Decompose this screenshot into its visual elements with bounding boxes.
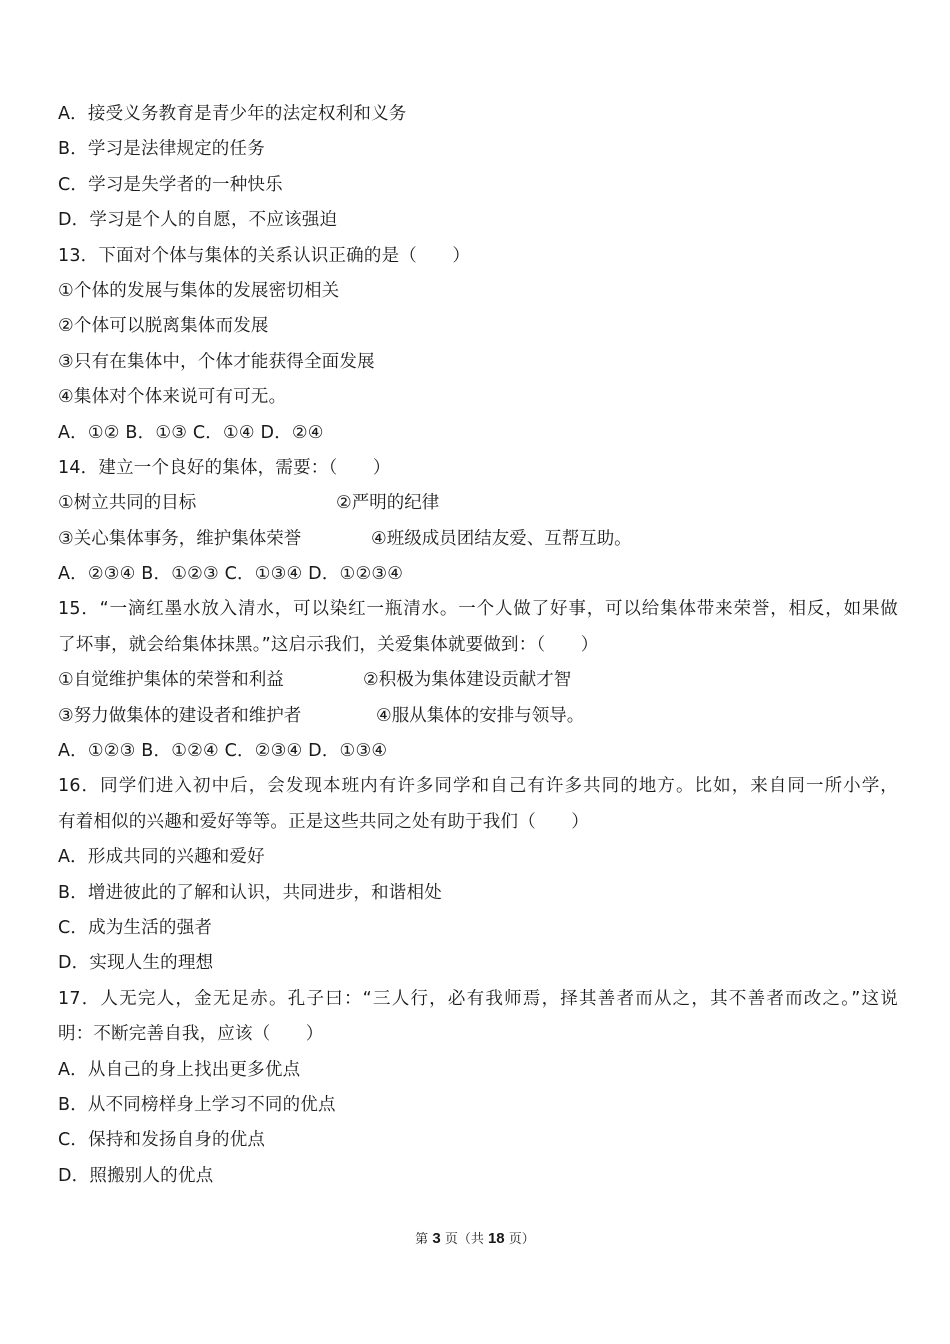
q14-options: A．②③④ B．①②③ C．①③④ D．①②③④ (58, 564, 404, 585)
q12-option-b: B．学习是法律规定的任务 (58, 139, 265, 160)
q14-stem: 14．建立一个良好的集体，需要：（ ） (58, 457, 391, 478)
q17-option-a: A．从自己的身上找出更多优点 (58, 1059, 301, 1080)
q15-stem-line-2: 了坏事，就会给集体抹黑。”这启示我们，关爱集体就要做到：（ ） (58, 634, 599, 655)
q13-statement-4: ④集体对个体来说可有可无。 (58, 387, 287, 408)
page-footer (0, 1228, 950, 1247)
q16-option-b: B．增进彼此的了解和认识，共同进步，和谐相处 (58, 882, 442, 903)
q15-statements-row-2 (58, 699, 898, 734)
q13-statement-2: ②个体可以脱离集体而发展 (58, 316, 269, 337)
q15-statement-1: ①自觉维护集体的荣誉和利益 (58, 670, 284, 691)
q14-statements-row-1 (58, 486, 898, 521)
footer-page-number: 3 (432, 1230, 441, 1247)
q17-stem-line-2: 明：不断完善自我，应该（ ） (58, 1024, 324, 1045)
q13-statement-3: ③只有在集体中，个体才能获得全面发展 (58, 351, 375, 372)
q17-option-d: D．照搬别人的优点 (58, 1165, 214, 1186)
footer-total-pages: 18 (487, 1230, 505, 1247)
q17-stem-line-1: 17．人无完人，金无足赤。孔子曰：“三人行，必有我师焉，择其善者而从之，其不善者而改之。”这说 (58, 988, 898, 1009)
q15-stem-line-1: 15．“一滴红墨水放入清水，可以染红一瓶清水。一个人做了好事，可以给集体带来荣誉，相反，如果做 (58, 599, 898, 620)
q16-option-c: C．成为生活的强者 (58, 917, 213, 938)
q17-option-c: C．保持和发扬自身的优点 (58, 1130, 266, 1151)
q13-options: A．①② B．①③ C．①④ D．②④ (58, 422, 324, 443)
q12-option-c: C．学习是失学者的一种快乐 (58, 174, 283, 195)
q15-statement-2: ②积极为集体建设贡献才智 (363, 670, 572, 691)
footer-prefix: 第 (415, 1232, 429, 1247)
q15-statement-3: ③努力做集体的建设者和维护者 (58, 705, 302, 726)
q16-option-d: D．实现人生的理想 (58, 953, 214, 974)
q14-statement-3: ③关心集体事务，维护集体荣誉 (58, 528, 302, 549)
q15-options: A．①②③ B．①②④ C．②③④ D．①③④ (58, 741, 388, 762)
footer-middle: 页（共 (444, 1232, 484, 1247)
q14-statement-1: ①树立共同的目标 (58, 493, 197, 514)
q12-option-a: A．接受义务教育是青少年的法定权利和义务 (58, 104, 407, 124)
question-content (58, 97, 898, 1194)
q13-stem: 13．下面对个体与集体的关系认识正确的是（ ） (58, 245, 471, 266)
q14-statement-2: ②严明的纪律 (336, 493, 440, 514)
q15-statement-4: ④服从集体的安排与领导。 (376, 705, 585, 726)
q16-stem-line-2: 有着相似的兴趣和爱好等等。正是这些共同之处有助于我们（ ） (58, 811, 589, 832)
q13-statement-1: ①个体的发展与集体的发展密切相关 (58, 280, 340, 301)
q14-statements-row-2 (58, 522, 898, 557)
q15-statements-row-1 (58, 663, 898, 698)
q12-option-d: D．学习是个人的自愿，不应该强迫 (58, 210, 338, 231)
q16-option-a: A．形成共同的兴趣和爱好 (58, 847, 265, 868)
q14-statement-4: ④班级成员团结友爱、互帮互助。 (371, 528, 632, 549)
footer-suffix: 页） (508, 1232, 535, 1247)
q17-option-b: B．从不同榜样身上学习不同的优点 (58, 1094, 336, 1115)
q16-stem-line-1: 16．同学们进入初中后，会发现本班内有许多同学和自己有许多共同的地方。比如，来自同一所小学， (58, 776, 898, 797)
